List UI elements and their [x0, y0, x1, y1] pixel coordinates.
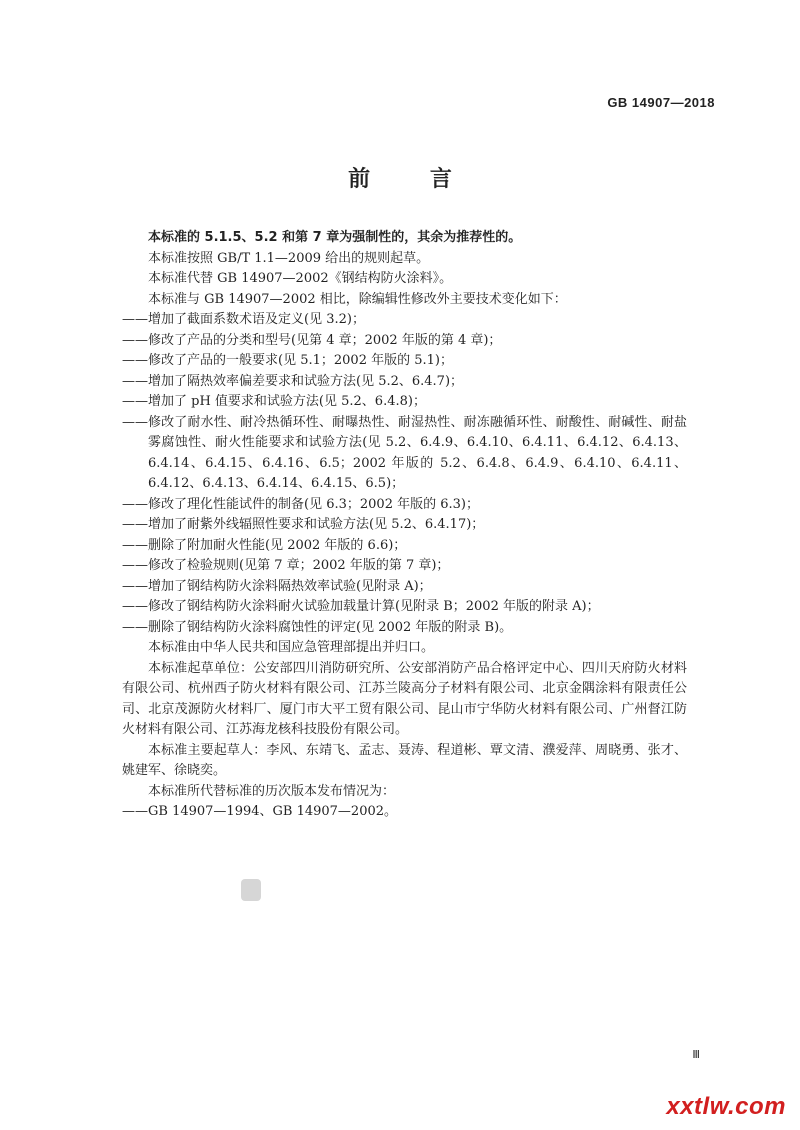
dash-marker: —— [122, 353, 148, 368]
change-item [122, 310, 687, 331]
change-text: 修改了理化性能试件的制备(见 6.3；2002 年版的 6.3)； [148, 496, 479, 512]
dash-marker: —— [122, 394, 148, 409]
change-text: 增加了截面系数术语及定义(见 3.2)； [148, 312, 365, 327]
change-item [122, 556, 687, 577]
dash-marker: —— [122, 332, 148, 348]
change-text: 修改了钢结构防火涂料耐火试验加载量计算(见附录 B；2002 年版的附录 A)； [148, 599, 600, 614]
change-text: 增加了钢结构防火涂料隔热效率试验(见附录 A)； [148, 578, 432, 594]
change-item [122, 618, 687, 639]
dash-marker: —— [122, 578, 148, 594]
paragraph: 本标准的 5.1.5、5.2 和第 7 章为强制性的，其余为推荐性的。 [148, 230, 522, 245]
change-item [122, 495, 687, 516]
change-item [122, 597, 687, 618]
paragraph: 本标准代替 GB 14907—2002《钢结构防火涂料》。 [148, 271, 453, 286]
dash-marker: —— [122, 619, 148, 635]
change-text: 增加了耐紫外线辐照性要求和试验方法(见 5.2、6.4.17)； [148, 517, 485, 532]
change-text: 修改了产品的一般要求(见 5.1；2002 年版的 5.1)； [148, 353, 453, 368]
site-watermark: xxtlw.com [666, 1093, 786, 1120]
dash-marker: —— [122, 517, 148, 532]
dash-marker: —— [122, 414, 148, 430]
history-text: GB 14907—1994、GB 14907—2002。 [148, 804, 398, 819]
dash-marker: —— [122, 496, 148, 512]
paragraph: 本标准由中华人民共和国应急管理部提出并归口。 [148, 640, 435, 655]
change-text: 删除了附加耐火性能(见 2002 年版的 6.6)； [148, 537, 407, 553]
change-text: 增加了隔热效率偏差要求和试验方法(见 5.2、6.4.7)； [148, 373, 464, 389]
change-item [122, 515, 687, 536]
dash-marker: —— [122, 558, 148, 573]
dash-marker: —— [122, 599, 148, 614]
change-text: 增加了 pH 值要求和试验方法(见 5.2、6.4.8)； [148, 394, 426, 409]
change-item [122, 392, 687, 413]
dash-marker: —— [122, 804, 148, 819]
change-item [122, 331, 687, 352]
standard-code: GB 14907—2018 [607, 95, 715, 110]
history-item [122, 802, 687, 823]
paragraph: 本标准按照 GB/T 1.1—2009 给出的规则起草。 [148, 250, 430, 266]
change-text: 修改了耐水性、耐冷热循环性、耐曝热性、耐湿热性、耐冻融循环性、耐酸性、耐碱性、耐盐雾腐蚀性、耐火性能要求和试验方法(见 5.2、6.4.9、6.4.10、6.4.11、6.4.12、6.4.13、6.4.14、6.4.15、6.4.16、6.5；2002 年版的 5.2、6.4.8、6.4.9、6.4.10、6.4.11、6.4.12、6.4.13、6.4.14、6.4.15、6.5)； [148, 414, 687, 491]
scan-artifact [241, 879, 261, 901]
change-text: 删除了钢结构防火涂料腐蚀性的评定(见 2002 年版的附录 B)。 [148, 619, 513, 635]
change-item [122, 351, 687, 372]
change-text: 修改了检验规则(见第 7 章；2002 年版的第 7 章)； [148, 558, 450, 573]
paragraph: 本标准所代替标准的历次版本发布情况为： [148, 783, 396, 799]
dash-marker: —— [122, 373, 148, 389]
dash-marker: —— [122, 537, 148, 553]
paragraph: 本标准主要起草人：李风、东靖飞、孟志、聂涛、程道彬、覃文清、濮爱萍、周晓勇、张才、姚建军、徐晓奕。 [122, 742, 687, 778]
paragraph: 本标准与 GB 14907—2002 相比，除编辑性修改外主要技术变化如下： [148, 291, 567, 307]
document-body [122, 228, 687, 823]
change-text: 修改了产品的分类和型号(见第 4 章；2002 年版的第 4 章)； [148, 332, 502, 348]
change-item [122, 577, 687, 598]
dash-marker: —— [122, 312, 148, 327]
page-title: 前 言 [348, 166, 478, 192]
change-item [122, 413, 687, 495]
page-number: Ⅲ [692, 1049, 700, 1061]
change-item [122, 372, 687, 393]
change-item [122, 536, 687, 557]
paragraph: 本标准起草单位：公安部四川消防研究所、公安部消防产品合格评定中心、四川天府防火材料有限公司、杭州西子防火材料有限公司、江苏兰陵高分子材料有限公司、北京金隅涂料有限责任公司、北京茂源防火材料厂、厦门市大平工贸有限公司、昆山市宁华防火材料有限公司、广州督江防火材料有限公司、江苏海龙核科技股份有限公司。 [122, 660, 687, 737]
